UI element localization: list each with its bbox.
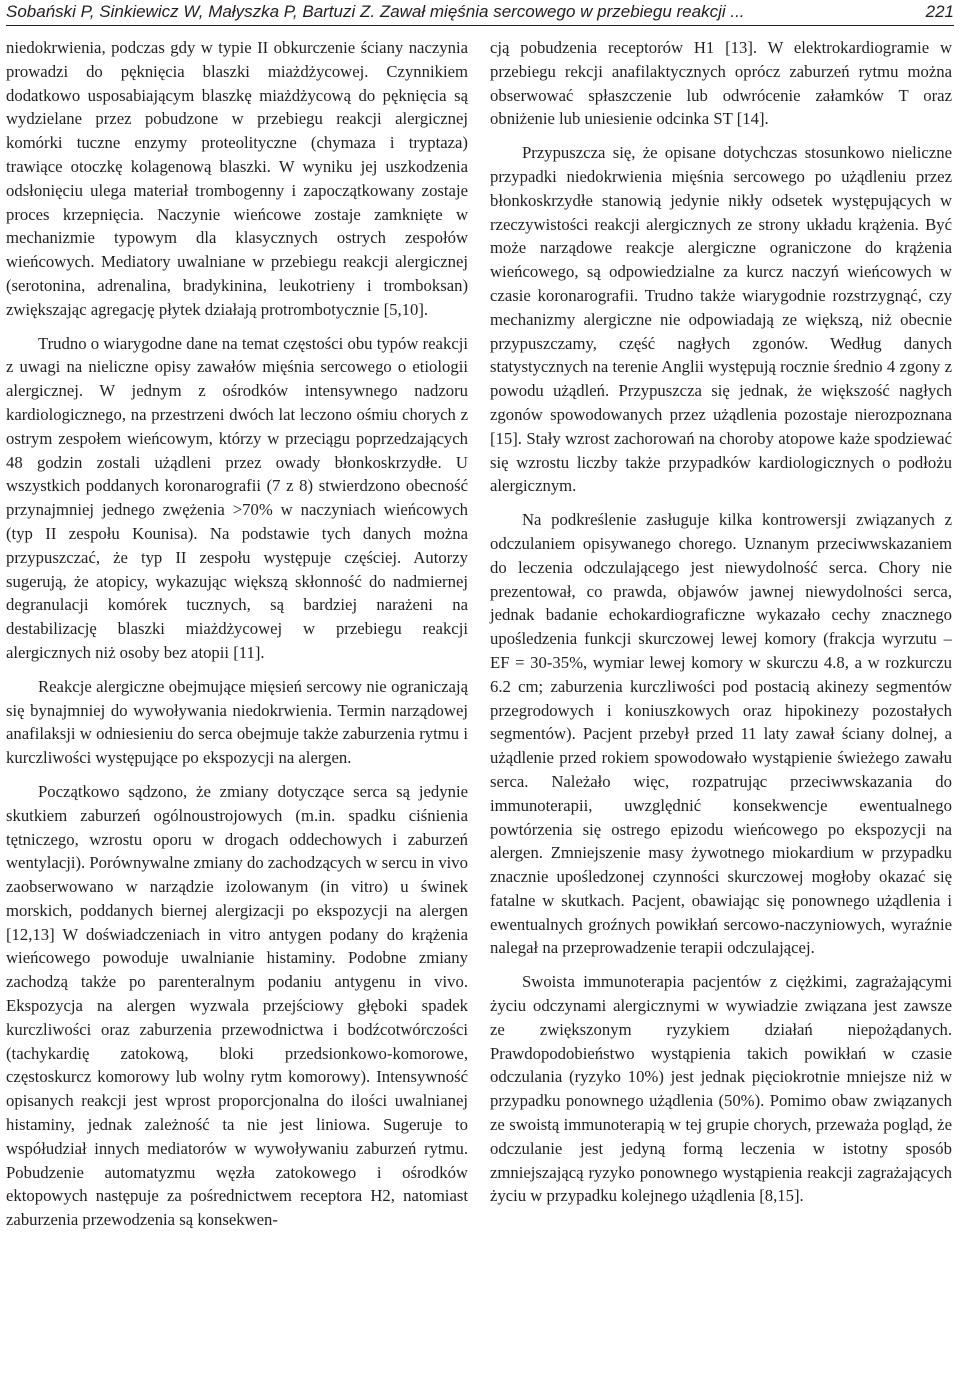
running-header (6, 0, 954, 26)
header-rule (6, 25, 954, 26)
paragraph: Swoista immunoterapia pacjentów z ciężkimi, zagrażającymi życiu odczynami alergicznymi w wywiadzie związana jest zawsze ze zwiększonym ryzykiem działań niepożądanych. Prawdopodobieństwo wystąpienia takich powikłań w czasie odczulania (ryzyko 10%) jest jednak pięciokrotnie mniejsze niż w przypadku ponownego użądlenia (50%). Pomimo obaw związanych ze swoistą immunoterapią w tej grupie chorych, przeważa pogląd, że odczulanie jest jedyną formą leczenia w istotny sposób zmniejszającą ryzyko ponownego wystąpienia reakcji zagrażających życiu w przypadku kolejnego użądlenia [8,15]. (490, 972, 952, 1206)
page-number: 221 (925, 2, 954, 21)
paragraph: Na podkreślenie zasługuje kilka kontrowersji związanych z odczulaniem opisywanego chorego. Uznanym przeciwwskazaniem do leczenia odczulającego jest niewydolność serca. Chory nie prezentował, co prawda, objawów jawnej niewydolności serca, jednak badanie echokardiograficzne wykazało cechy znacznego upośledzenia funkcji skurczowej lewej komory (frakcja wyrzutu – EF = 30-35%, wymiar lewej komory w skurczu 4.8, a w rozkurczu 6.2 cm; zaburzenia kurczliwości pod postacią akinezy segmentów przegrodowych i koniuszkowych oraz hipokinezy pozostałych segmentów). Pacjent przebył przed 11 laty zawał ściany dolnej, a użądlenie przed rokiem spowodowało wystąpienie świeżego zawału serca. Należało więc, rozpatrując przeciwwskazania do immunoterapii, uwzględnić konsekwencje ewentualnego powtórzenia się ostrego epizodu wieńcowego po ekspozycji na alergen. Zmniejszenie masy żywotnego miokardium w przypadku znacznie upośledzonej czynności skurczowej mogłoby okazać się fatalne w skutkach. Pacjent, obawiając się ponownego użądlenia i ewentualnych groźnych powikłań sercowo-naczyniowych, wyraźnie nalegał na przeprowadzenie terapii odczulającej. (490, 510, 952, 958)
paragraph: Przypuszcza się, że opisane dotychczas stosunkowo nieliczne przypadki niedokrwienia mięśnia sercowego po użądleniu przez błonkoskrzydłe stanowią jedynie nikły odsetek występujących w rzeczywistości reakcji alergicznych ze strony układu krążenia. Być może narządowe reakcje alergiczne ograniczone do krążenia wieńcowego, są odpowiedzialne za kurcz naczyń wieńcowych w czasie koronarografii. Trudno także wiarygodnie rozstrzygnąć, czy mechanizmy alergiczne nie odpowiadają ze większą, niż obecnie przypuszczamy, część nagłych zgonów. Według danych statystycznych na terenie Anglii występują rocznie średnio 4 zgony z powodu użądleń. Przypuszcza się jednak, że większość nagłych zgonów spowodowanych przez użądlenia pozostaje nierozpoznana [15]. Stały wzrost zachorowań na choroby atopowe każe spodziewać się wzrostu liczby także przypadków kardiologicznych o podłożu alergicznym. (490, 143, 952, 496)
running-title: Sobański P, Sinkiewicz W, Małyszka P, Bartuzi Z. Zawał mięśnia sercowego w przebiegu reakcji ... (6, 2, 745, 21)
paragraph: Trudno o wiarygodne dane na temat częstości obu typów reakcji z uwagi na nieliczne opisy zawałów mięśnia sercowego o etiologii alergicznej. W jednym z ośrodków intensywnego nadzoru kardiologicznego, na przestrzeni dwóch lat leczono ośmiu chorych z ostrym zespołem wieńcowym, którzy w przeciągu poprzedzających 48 godzin zostali użądleni przez owady błonkoskrzydłe. U wszystkich poddanych koronarografii (7 z 8) stwierdzono obecność przynajmniej jednego zwężenia >70% w naczyniach wieńcowych (typ II zespołu Kounisa). Na podstawie tych danych można przypuszczać, że typ II zespołu występuje częściej. Autorzy sugerują, że atopicy, wykazując większą skłonność do nadmiernej degranulacji komórek tucznych, są bardziej narażeni na destabilizację blaszki miażdżycowej w przebiegu reakcji alergicznych niż osoby bez atopii [11]. (6, 333, 468, 662)
paragraph: Reakcje alergiczne obejmujące mięsień sercowy nie ograniczają się bynajmniej do wywoływania niedokrwienia. Termin narządowej anafilaksji w odniesieniu do serca obejmuje także zaburzenia rytmu i kurczliwości występujące po ekspozycji na alergen. (6, 676, 468, 768)
right-column (490, 36, 952, 1208)
paragraph: cją pobudzenia receptorów H1 [13]. W elektrokardiogramie w przebiegu rekcji anafilaktycznych oprócz zaburzeń rytmu można obserwować spłaszczenie lub odwrócenie załamków T oraz obniżenie lub uniesienie odcinka ST [14]. (490, 38, 952, 129)
left-column (6, 36, 468, 1232)
paragraph: niedokrwienia, podczas gdy w typie II obkurczenie ściany naczynia prowadzi do pęknięcia blaszki miażdżycowej. Czynnikiem dodatkowo usposabiającym blaszkę miażdżycową do pęknięcia są wydzielane przez pobudzone w przebiegu reakcji alergicznej komórki tuczne enzymy proteolityczne (chymaza i tryptaza) trawiące otoczkę kolagenową blaszki. W wyniku jej uszkodzenia odsłonięciu ulega materiał trombogenny i zapoczątkowany zostaje proces krzepnięcia. Naczynie wieńcowe zostaje zamknięte w mechanizmie typowym dla klasycznych ostrych zespołów wieńcowych. Mediatory uwalniane w przebiegu reakcji alergicznej (serotonina, adrenalina, bradykinina, leukotrieny i tromboksan) zwiększając agregację płytek działają protrombotycznie [5,10]. (6, 38, 468, 319)
paragraph: Początkowo sądzono, że zmiany dotyczące serca są jedynie skutkiem zaburzeń ogólnoustrojowych (m.in. spadku ciśnienia tętniczego, wzrostu oporu w drogach oddechowych i zaburzeń wentylacji). Porównywalne zmiany do zachodzących w sercu in vivo zaobserwowano w narządzie izolowanym (in vitro) u świnek morskich, poddanych biernej alergizacji po ekspozycji na alergen [12,13] W doświadczeniach in vitro antygen podany do krążenia wieńcowego powoduje uwalnianie histaminy. Podobne zmiany zachodzą także po parenteralnym podaniu antygenu in vivo. Ekspozycja na alergen wyzwala przejściowy głęboki spadek kurczliwości oraz zaburzenia przewodnictwa i bodźcotwórczości (tachykardię zatokową, bloki przedsionkowo-komorowe, częstoskurcz komorowy lub wolny rytm komorowy). Intensywność opisanych reakcji jest wprost proporcjonalna do ilości uwalnianej histaminy, jednak zależność ta nie jest liniowa. Sugeruje to współudział innych mediatorów w wywoływaniu zaburzeń rytmu. Pobudzenie automatyzmu węzła zatokowego i ośrodków ektopowych następuje za pośrednictwem receptora H2, natomiast zaburzenia przewodzenia są konsekwen- (6, 781, 468, 1230)
